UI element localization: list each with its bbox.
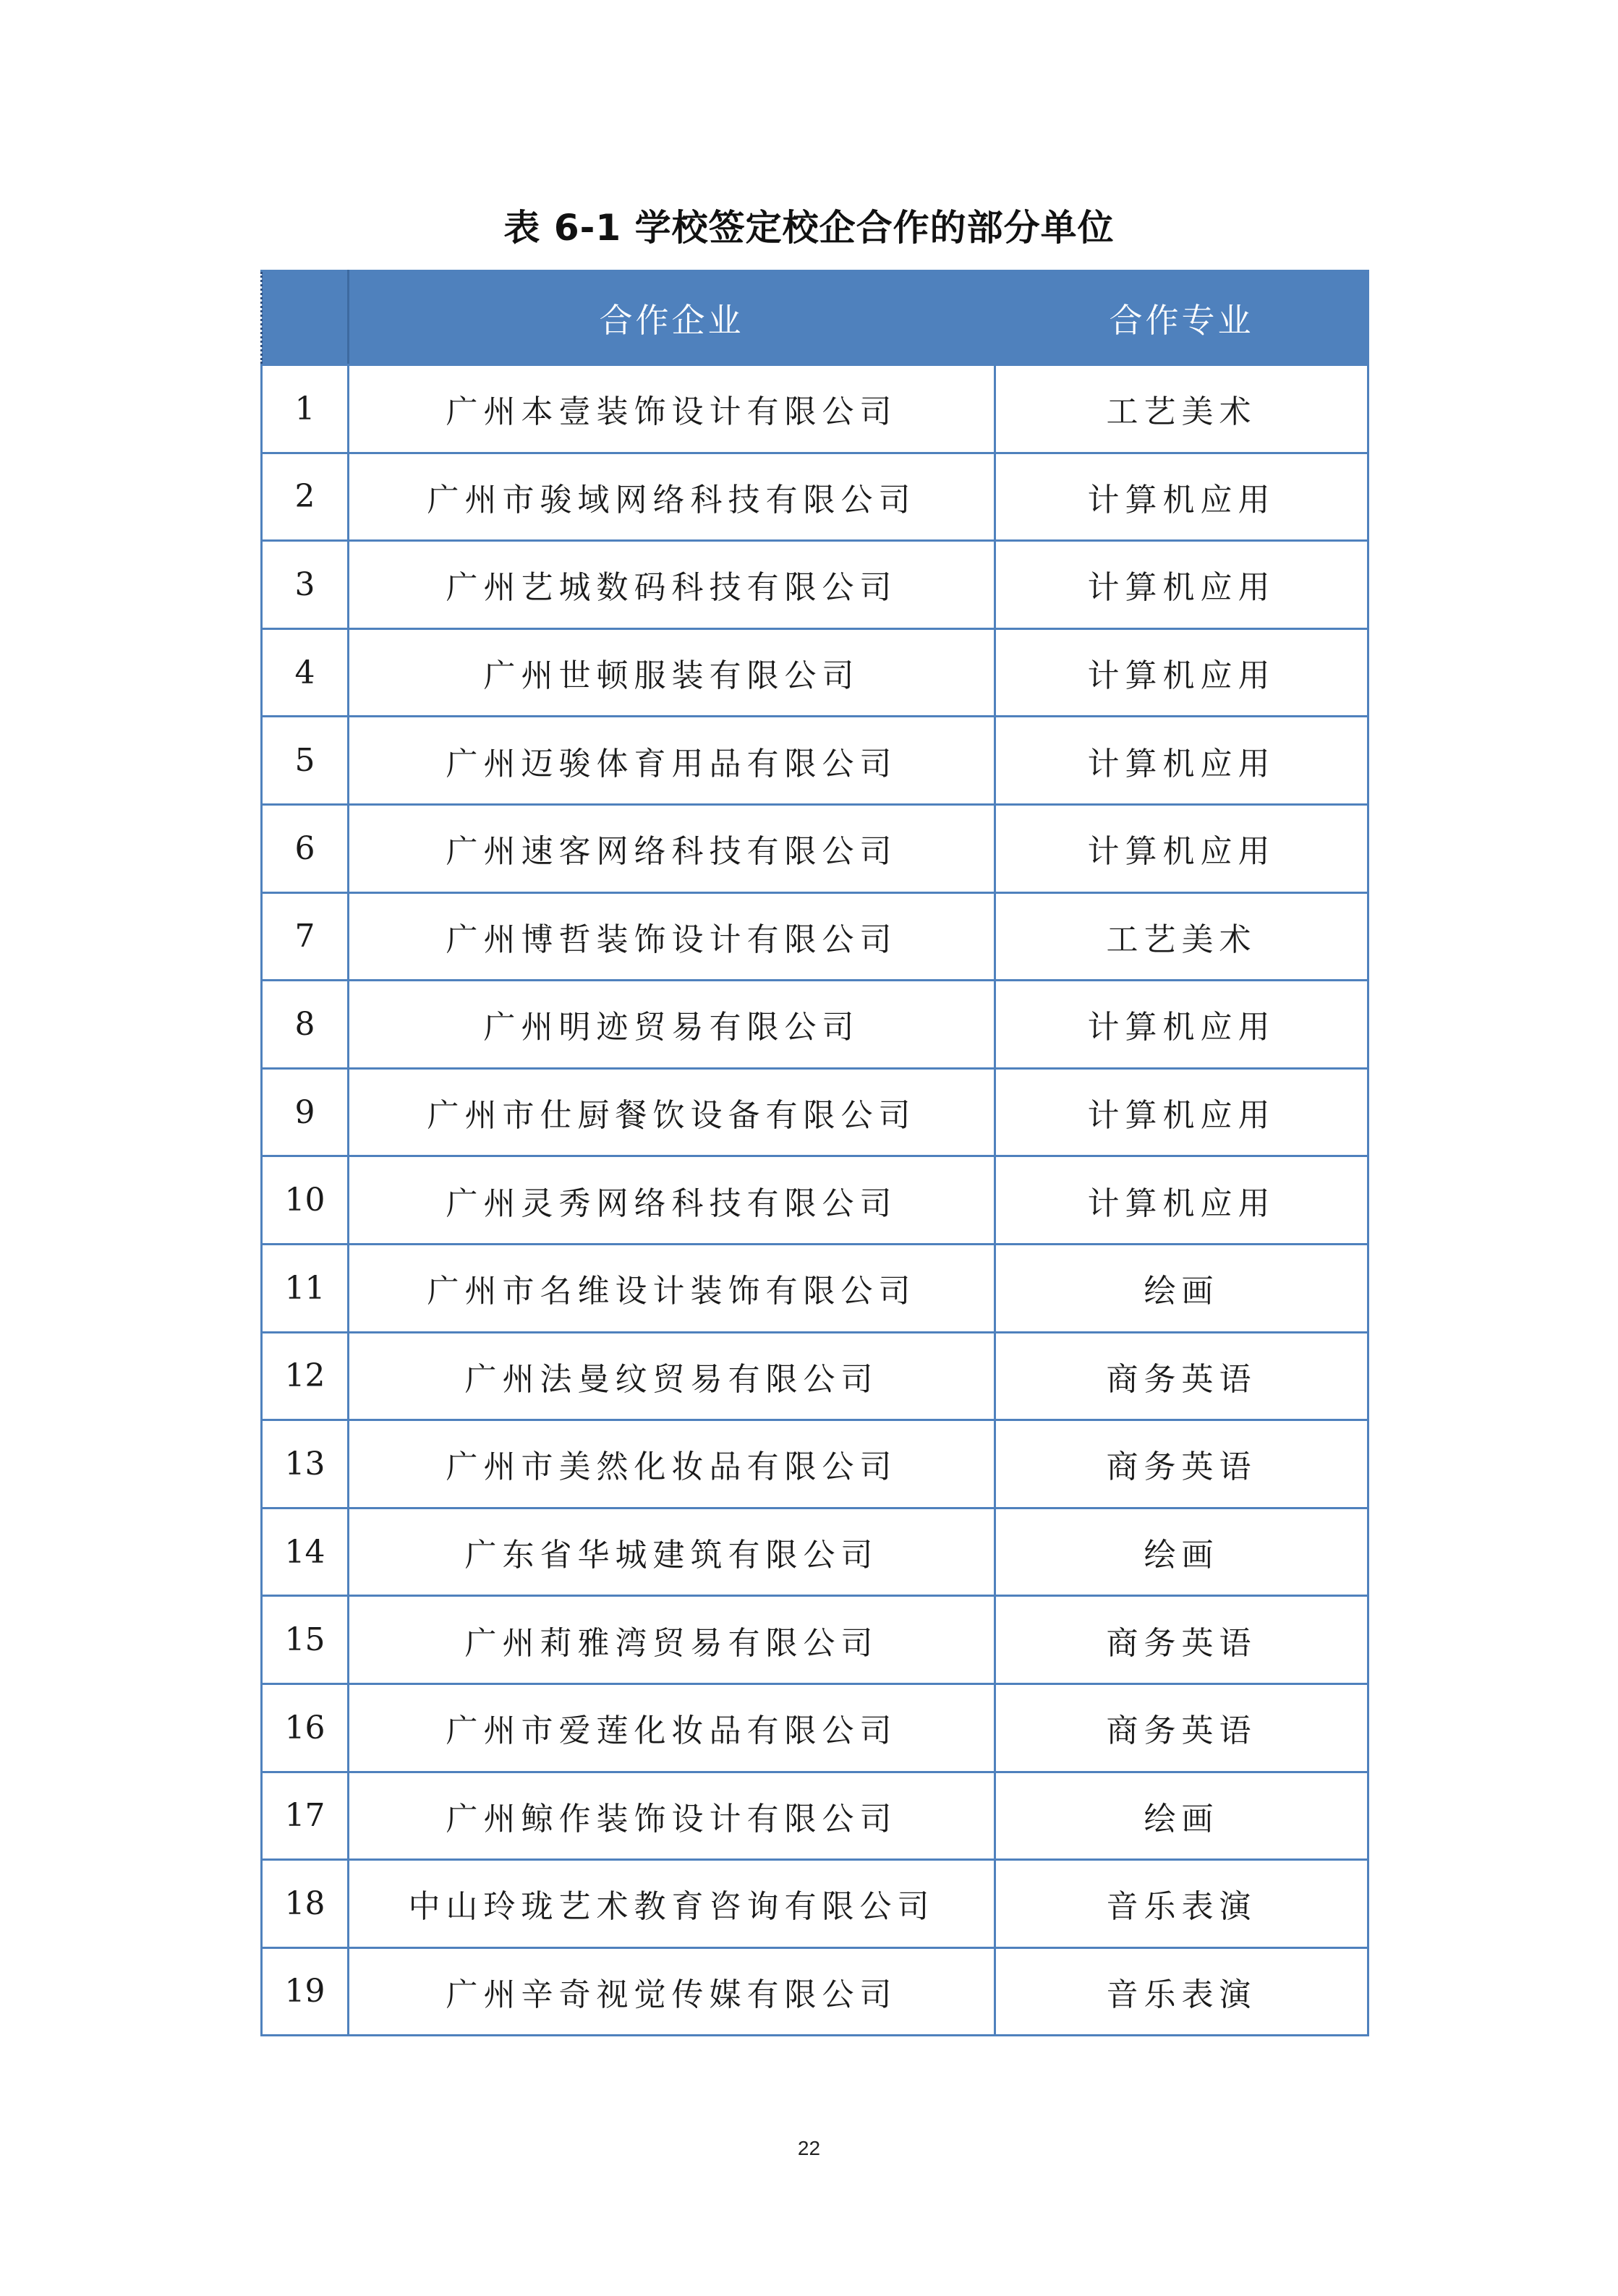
cooperation-major: 商务英语 bbox=[995, 1596, 1368, 1684]
table-row bbox=[262, 365, 1368, 453]
table-row bbox=[262, 453, 1368, 541]
enterprise-name: 广州市名维设计装饰有限公司 bbox=[349, 1244, 995, 1332]
cooperation-major: 计算机应用 bbox=[995, 453, 1368, 541]
row-number: 1 bbox=[262, 365, 349, 453]
cooperation-major: 绘画 bbox=[995, 1244, 1368, 1332]
page-number: 22 bbox=[797, 2137, 821, 2159]
table-row bbox=[262, 1683, 1368, 1772]
cooperation-major: 计算机应用 bbox=[995, 541, 1368, 629]
table-title: 表 6-1 学校签定校企合作的部分单位 bbox=[503, 207, 1115, 249]
table-body bbox=[262, 365, 1368, 2036]
cooperation-major: 计算机应用 bbox=[995, 628, 1368, 717]
table-row bbox=[262, 628, 1368, 717]
row-number: 7 bbox=[262, 892, 349, 981]
table-row bbox=[262, 1596, 1368, 1684]
enterprise-name: 广州本壹装饰设计有限公司 bbox=[349, 365, 995, 453]
header-major: 合作专业 bbox=[995, 271, 1368, 365]
cooperation-major: 工艺美术 bbox=[995, 892, 1368, 981]
row-number: 10 bbox=[262, 1156, 349, 1245]
row-number: 4 bbox=[262, 628, 349, 717]
table-row bbox=[262, 1068, 1368, 1156]
row-number: 9 bbox=[262, 1068, 349, 1156]
table-row bbox=[262, 1860, 1368, 1948]
enterprise-name: 广州莉雅湾贸易有限公司 bbox=[349, 1596, 995, 1684]
enterprise-name: 广州市骏域网络科技有限公司 bbox=[349, 453, 995, 541]
table-row bbox=[262, 981, 1368, 1069]
enterprise-name: 广州鲸作装饰设计有限公司 bbox=[349, 1772, 995, 1860]
cooperation-major: 商务英语 bbox=[995, 1683, 1368, 1772]
table-row bbox=[262, 541, 1368, 629]
row-number: 12 bbox=[262, 1332, 349, 1420]
row-number: 5 bbox=[262, 717, 349, 805]
table-row bbox=[262, 1947, 1368, 2036]
enterprise-name: 广州明迹贸易有限公司 bbox=[349, 981, 995, 1069]
cooperation-major: 商务英语 bbox=[995, 1332, 1368, 1420]
enterprise-name: 广州法曼纹贸易有限公司 bbox=[349, 1332, 995, 1420]
enterprise-name: 广州灵秀网络科技有限公司 bbox=[349, 1156, 995, 1245]
cooperation-major: 绘画 bbox=[995, 1508, 1368, 1596]
enterprise-name: 广州世顿服装有限公司 bbox=[349, 628, 995, 717]
table-row bbox=[262, 717, 1368, 805]
table-row bbox=[262, 1332, 1368, 1420]
table-row bbox=[262, 1156, 1368, 1245]
enterprise-name: 广东省华城建筑有限公司 bbox=[349, 1508, 995, 1596]
cooperation-major: 计算机应用 bbox=[995, 717, 1368, 805]
cooperation-major: 计算机应用 bbox=[995, 804, 1368, 892]
header-enterprise: 合作企业 bbox=[349, 271, 995, 365]
enterprise-name: 广州迈骏体育用品有限公司 bbox=[349, 717, 995, 805]
table-row bbox=[262, 1772, 1368, 1860]
cooperation-major: 计算机应用 bbox=[995, 1068, 1368, 1156]
enterprise-name: 广州市仕厨餐饮设备有限公司 bbox=[349, 1068, 995, 1156]
row-number: 17 bbox=[262, 1772, 349, 1860]
row-number: 8 bbox=[262, 981, 349, 1069]
row-number: 2 bbox=[262, 453, 349, 541]
cooperation-major: 商务英语 bbox=[995, 1420, 1368, 1508]
cooperation-major: 音乐表演 bbox=[995, 1860, 1368, 1948]
row-number: 13 bbox=[262, 1420, 349, 1508]
table-row bbox=[262, 1508, 1368, 1596]
table-row bbox=[262, 804, 1368, 892]
row-number: 15 bbox=[262, 1596, 349, 1684]
row-number: 19 bbox=[262, 1947, 349, 2036]
row-number: 14 bbox=[262, 1508, 349, 1596]
table-row bbox=[262, 1244, 1368, 1332]
cooperation-table bbox=[260, 270, 1369, 2036]
row-number: 6 bbox=[262, 804, 349, 892]
cooperation-major: 计算机应用 bbox=[995, 1156, 1368, 1245]
enterprise-name: 广州市美然化妆品有限公司 bbox=[349, 1420, 995, 1508]
cooperation-major: 计算机应用 bbox=[995, 981, 1368, 1069]
enterprise-name: 广州市爱莲化妆品有限公司 bbox=[349, 1683, 995, 1772]
cooperation-major: 音乐表演 bbox=[995, 1947, 1368, 2036]
enterprise-name: 广州辛奇视觉传媒有限公司 bbox=[349, 1947, 995, 2036]
cooperation-major: 工艺美术 bbox=[995, 365, 1368, 453]
enterprise-name: 广州速客网络科技有限公司 bbox=[349, 804, 995, 892]
enterprise-name: 中山玲珑艺术教育咨询有限公司 bbox=[349, 1860, 995, 1948]
enterprise-name: 广州博哲装饰设计有限公司 bbox=[349, 892, 995, 981]
cooperation-major: 绘画 bbox=[995, 1772, 1368, 1860]
table-header-row bbox=[262, 271, 1368, 365]
table-row bbox=[262, 1420, 1368, 1508]
row-number: 18 bbox=[262, 1860, 349, 1948]
row-number: 3 bbox=[262, 541, 349, 629]
table-row bbox=[262, 892, 1368, 981]
row-number: 16 bbox=[262, 1683, 349, 1772]
header-index bbox=[262, 271, 349, 365]
enterprise-name: 广州艺城数码科技有限公司 bbox=[349, 541, 995, 629]
row-number: 11 bbox=[262, 1244, 349, 1332]
